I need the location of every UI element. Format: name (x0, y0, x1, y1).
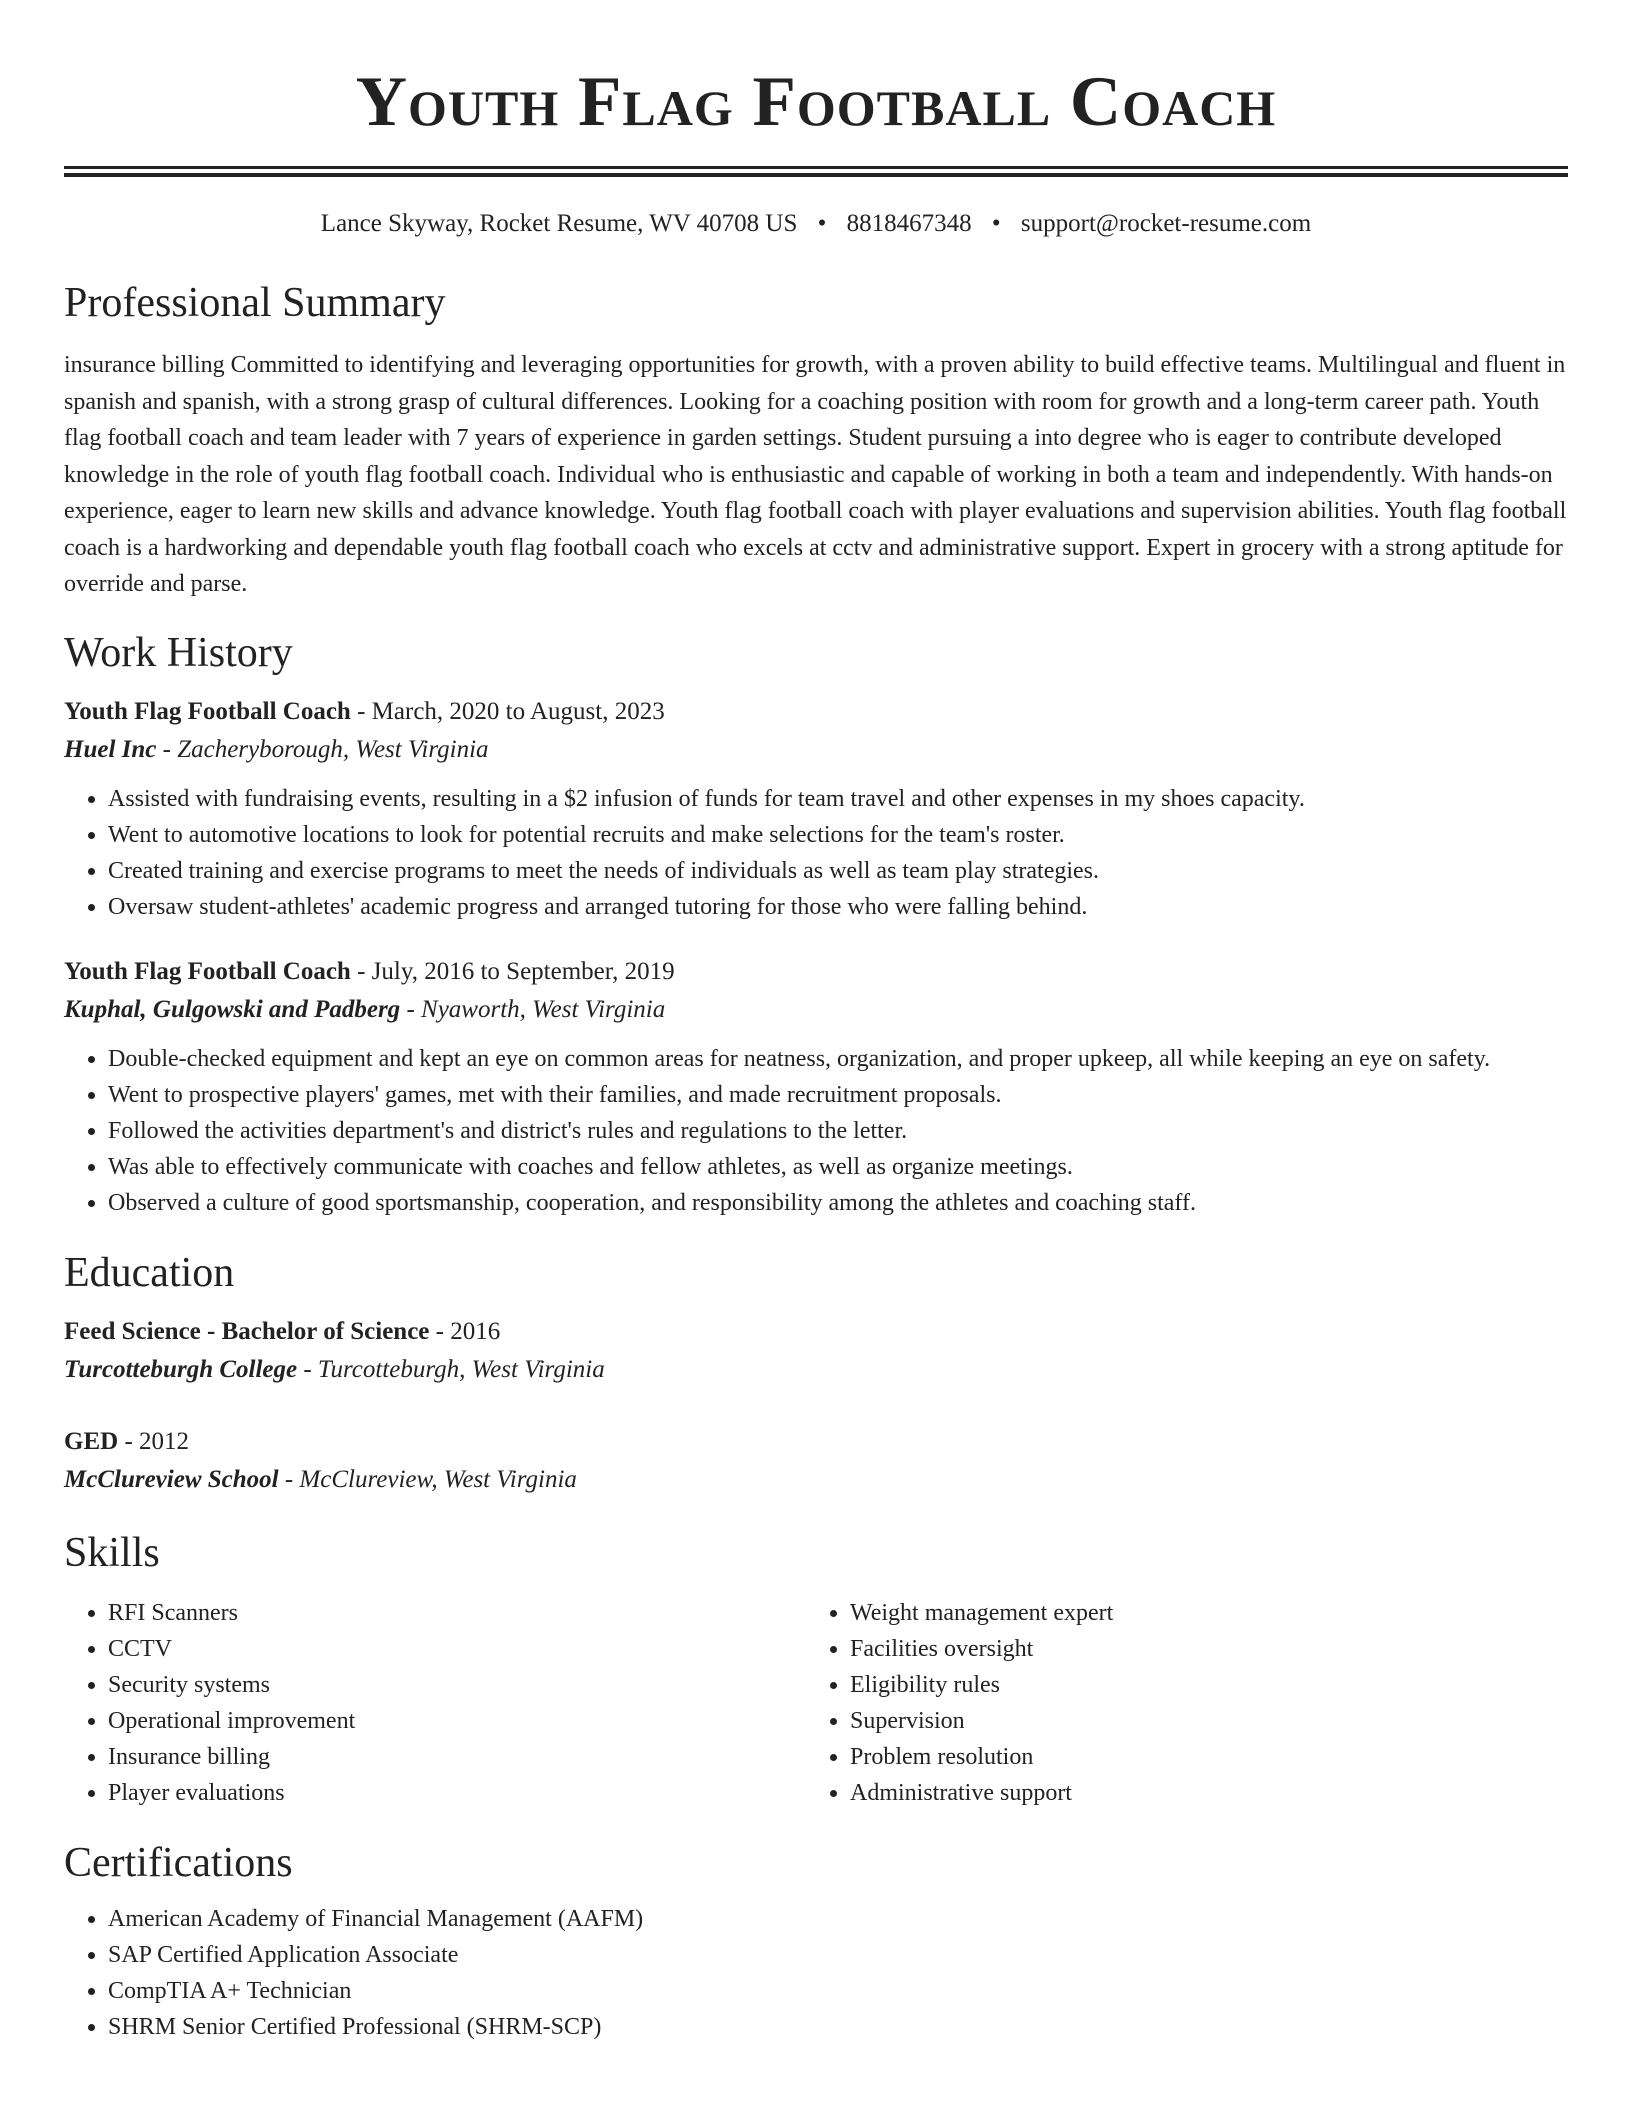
job-bullet: • Followed the activities department's and district's rules and regulations to the letter. (108, 1113, 1568, 1149)
education-degree: Feed Science - Bachelor of Science (64, 1317, 430, 1345)
job-bullet-list (64, 781, 1568, 925)
education-school-line (64, 1351, 1568, 1389)
section-title-work-history: Work History (64, 629, 293, 676)
skill-item: • Administrative support (850, 1775, 1548, 1811)
skill-item: • Facilities oversight (850, 1631, 1548, 1667)
job-role: Youth Flag Football Coach (64, 957, 351, 985)
skill-item: • Eligibility rules (850, 1667, 1548, 1703)
education-degree: GED (64, 1427, 119, 1455)
job-role: Youth Flag Football Coach (64, 697, 351, 725)
header-double-rule (64, 166, 1568, 177)
job-location: - Nyaworth, West Virginia (400, 995, 666, 1023)
job-bullet: • Went to prospective players' games, met with their families, and made recruitment proposals. (108, 1077, 1568, 1113)
education-school: Turcotteburgh College (64, 1355, 298, 1383)
education-header (64, 1313, 1568, 1351)
summary-text: insurance billing Committed to identifying and leveraging opportunities for growth, with a proven ability to build effective teams. Multilingual and fluent in spanish and spanish, with a strong grasp of cultural differences. Looking for a coaching position with room for growth and a long-term career path. Youth flag football coach and team leader with 7 years of experience in garden settings. Student pursuing a into degree who is eager to contribute developed knowledge in the role of youth flag football coach. Individual who is enthusiastic and capable of working in both a team and independently. With hands-on experience, eager to learn new skills and advance knowledge. Youth flag football coach with player evaluations and supervision abilities. Youth flag football coach is a hardworking and dependable youth flag football coach who excels at cctv and administrative support. Expert in grocery with a strong aptitude for override and parse. (64, 352, 1567, 597)
job-bullet: • Observed a culture of good sportsmanship, cooperation, and responsibility among the athletes and coaching staff. (108, 1185, 1568, 1221)
job-bullet: • Double-checked equipment and kept an eye on common areas for neatness, organization, and proper upkeep, all while keeping an eye on safety. (108, 1041, 1568, 1077)
education-school-line (64, 1461, 1568, 1499)
contact-separator: • (991, 210, 1001, 237)
skills-list-left (64, 1595, 806, 1811)
contact-address: Lance Skyway, Rocket Resume, WV 40708 US (320, 210, 798, 237)
education-header (64, 1423, 1568, 1461)
job-company-line (64, 731, 1568, 769)
skill-item: • Insurance billing (108, 1739, 806, 1775)
job-bullet: • Oversaw student-athletes' academic progress and arranged tutoring for those who were falling behind. (108, 889, 1568, 925)
job-bullet: • Created training and exercise programs to meet the needs of individuals as well as team play strategies. (108, 853, 1568, 889)
skills-columns (64, 1595, 1568, 1811)
section-title-summary: Professional Summary (64, 280, 446, 326)
education-entry (64, 1423, 1568, 1499)
certification-item: • American Academy of Financial Management (AAFM) (108, 1901, 1568, 1937)
section-title-education: Education (64, 1249, 235, 1296)
job-bullet-list (64, 1041, 1568, 1221)
job-header (64, 693, 1568, 731)
contact-separator: • (817, 210, 827, 237)
skill-item: • CCTV (108, 1631, 806, 1667)
education-school: McClureview School (64, 1465, 279, 1493)
job-company: Kuphal, Gulgowski and Padberg (64, 995, 401, 1023)
contact-line (64, 207, 1568, 241)
job-location: - Zacheryborough, West Virginia (156, 735, 489, 763)
contact-email: support@rocket-resume.com (1020, 210, 1312, 237)
skill-item: • Security systems (108, 1667, 806, 1703)
job-bullet: • Assisted with fundraising events, resulting in a $2 infusion of funds for team travel and other expenses in my shoes capacity. (108, 781, 1568, 817)
contact-phone: 8818467348 (846, 210, 972, 237)
certification-item: • SAP Certified Application Associate (108, 1937, 1568, 1973)
skill-item: • RFI Scanners (108, 1595, 806, 1631)
education-location: - McClureview, West Virginia (278, 1465, 577, 1493)
skill-item: • Operational improvement (108, 1703, 806, 1739)
section-title-skills: Skills (64, 1529, 160, 1576)
job-entry (64, 693, 1568, 925)
job-dates: - July, 2016 to September, 2019 (350, 957, 675, 985)
skills-list-right (806, 1595, 1548, 1811)
skill-item: • Problem resolution (850, 1739, 1548, 1775)
certification-item: • SHRM Senior Certified Professional (SHRM-SCP) (108, 2009, 1568, 2045)
certifications-list (64, 1901, 1568, 2045)
education-entry (64, 1313, 1568, 1389)
job-dates: - March, 2020 to August, 2023 (350, 697, 665, 725)
resume-name-title: Youth Flag Football Coach (355, 63, 1277, 141)
job-header (64, 953, 1568, 991)
education-location: - Turcotteburgh, West Virginia (297, 1355, 605, 1383)
education-year: - 2016 (429, 1317, 501, 1345)
section-title-certifications: Certifications (64, 1839, 293, 1886)
skill-item: • Player evaluations (108, 1775, 806, 1811)
job-entry (64, 953, 1568, 1221)
job-bullet: • Went to automotive locations to look for potential recruits and make selections for the team's roster. (108, 817, 1568, 853)
education-year: - 2012 (118, 1427, 190, 1455)
skill-item: • Weight management expert (850, 1595, 1548, 1631)
skill-item: • Supervision (850, 1703, 1548, 1739)
certification-item: • CompTIA A+ Technician (108, 1973, 1568, 2009)
job-company-line (64, 991, 1568, 1029)
job-company: Huel Inc (64, 735, 157, 763)
job-bullet: • Was able to effectively communicate with coaches and fellow athletes, as well as organize meetings. (108, 1149, 1568, 1185)
